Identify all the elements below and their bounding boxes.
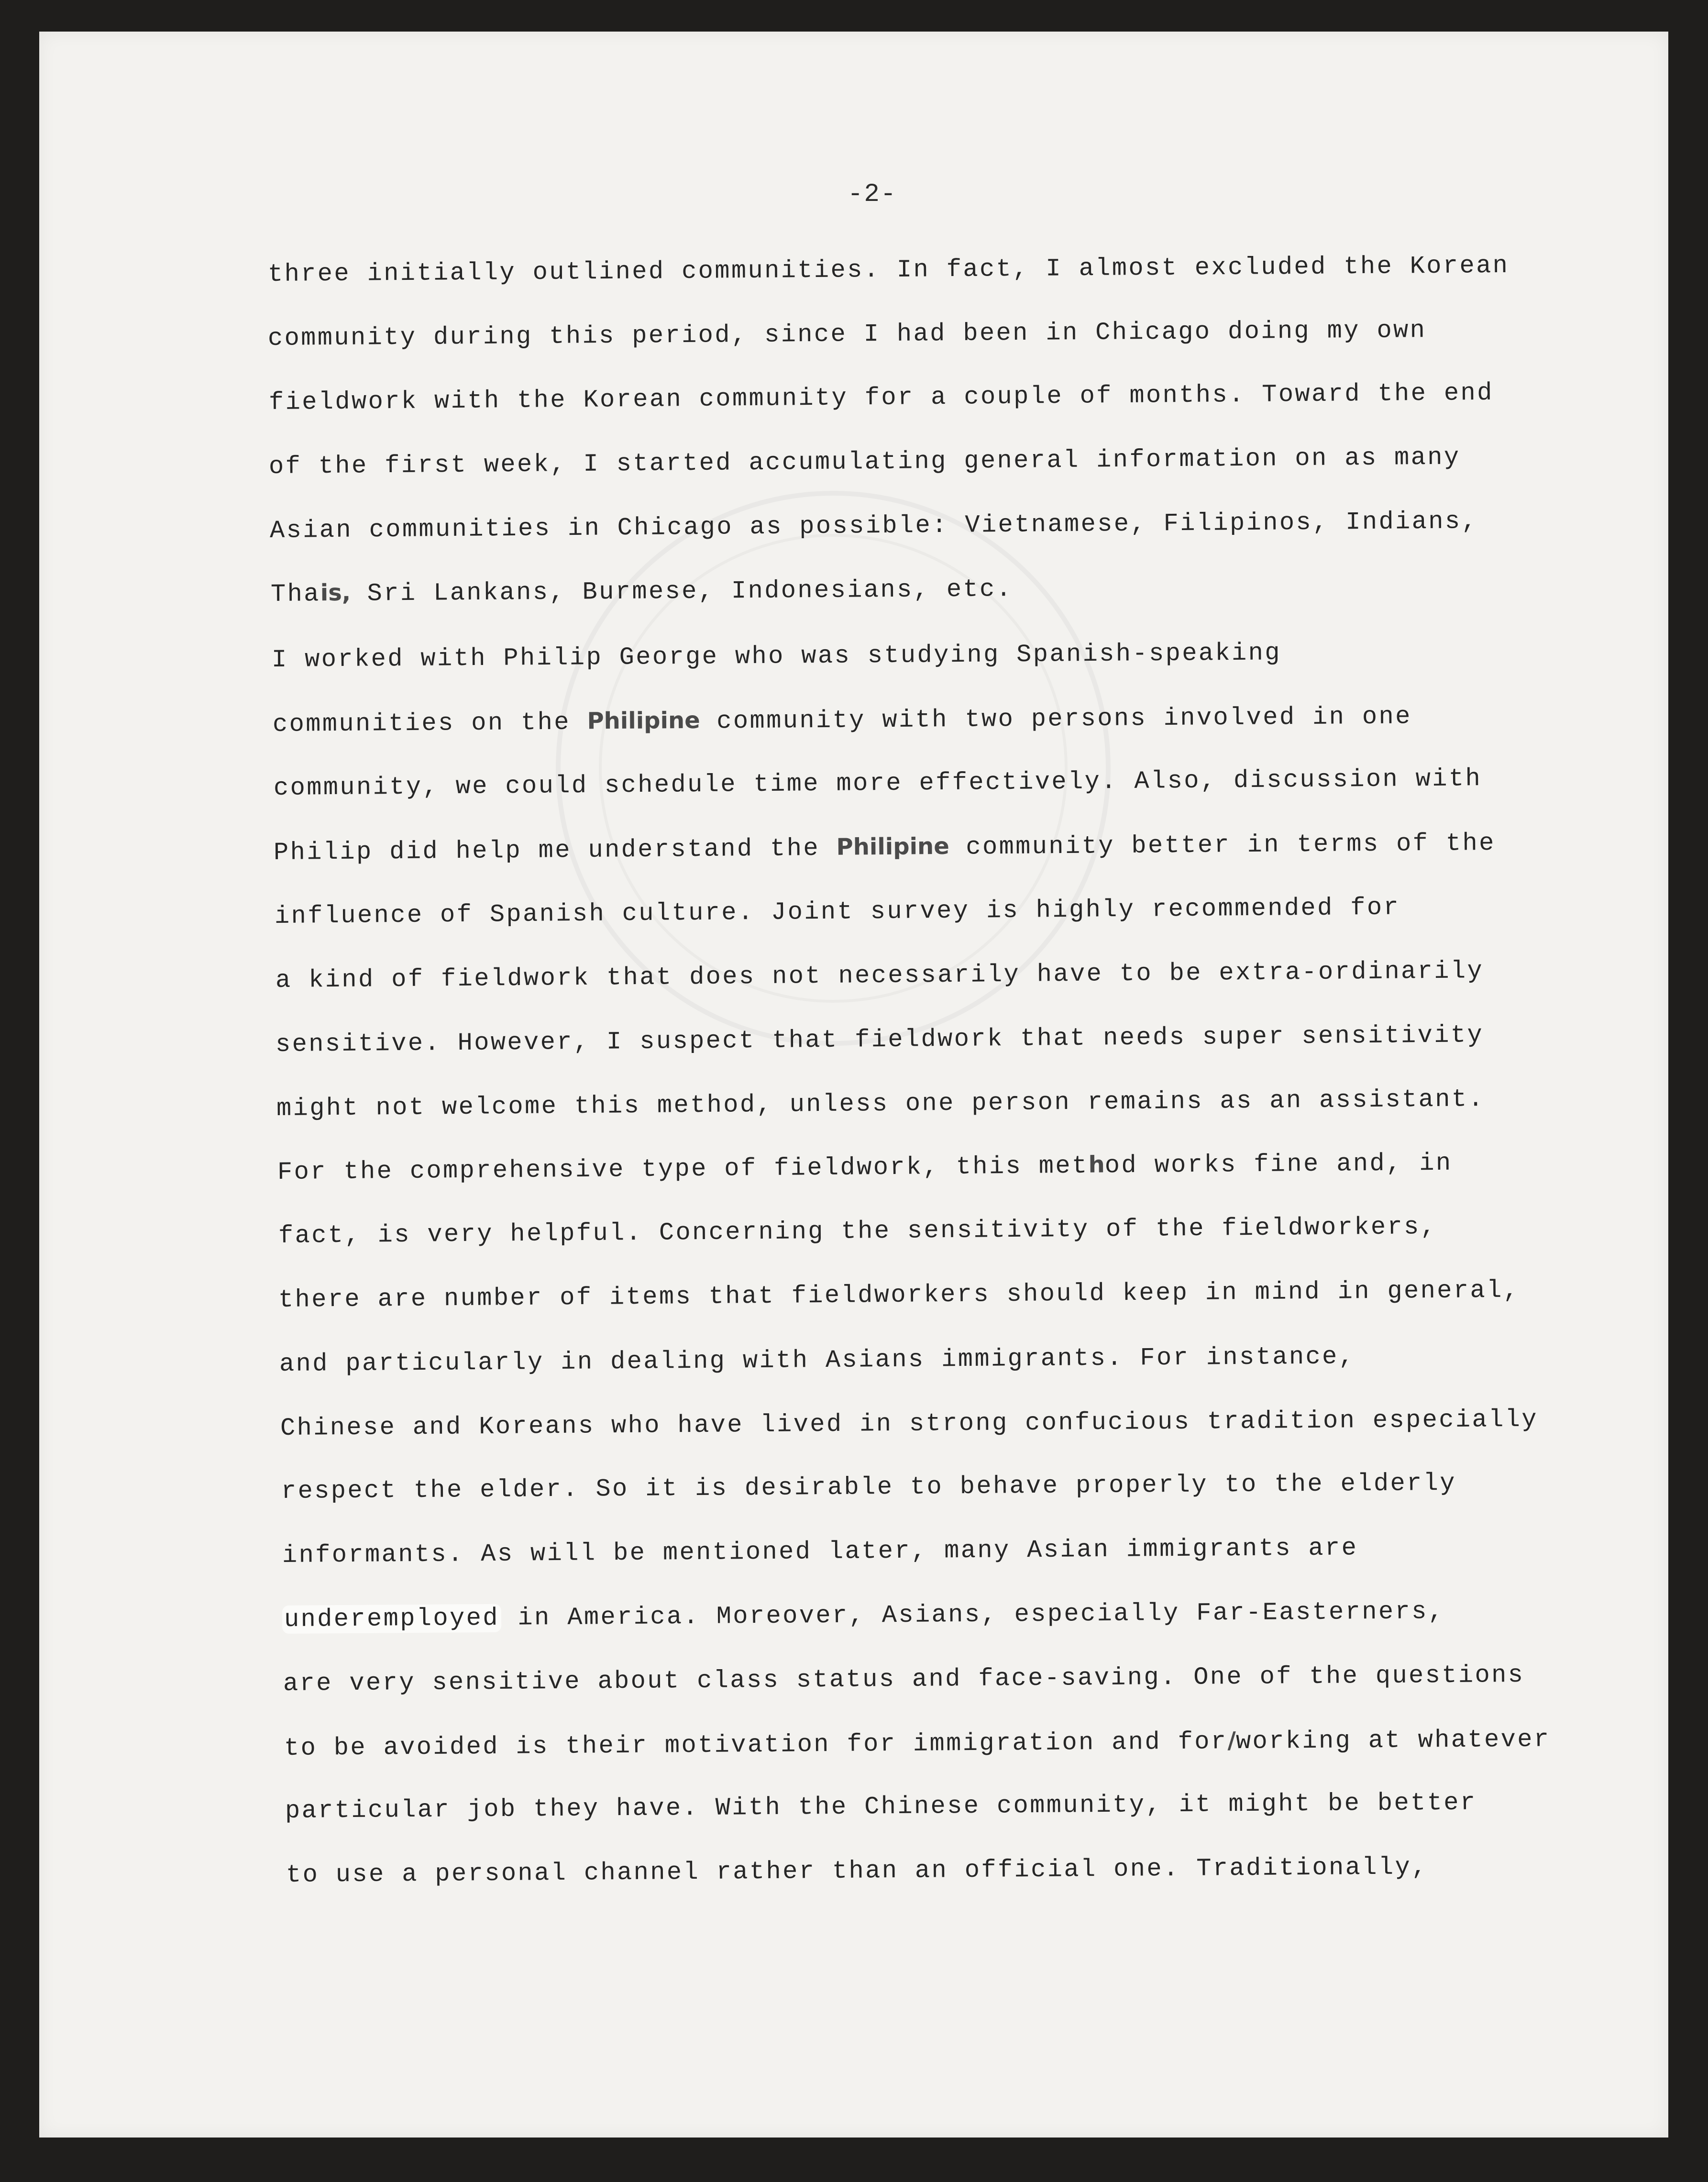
text-line: might not welcome this method, unless one person remains as an assistant. [276,1085,1485,1123]
text-line: are very sensitive about class status and face-saving. One of the questions [283,1661,1525,1698]
line-part: community with two persons involved in one [700,702,1412,736]
text-line: three initially outlined communities. In fact, I almost excluded the Korean [267,251,1510,288]
handwritten-slash-mark: / [1227,1727,1236,1754]
text-line [277,1149,1453,1186]
line-part: to be avoided is their motivation for immigration and for [284,1728,1228,1762]
handwritten-correction: Philipine [587,707,700,735]
text-line [273,702,1412,739]
paragraph-start-line: I worked with Philip George who was studying Spanish-speaking [271,639,1282,674]
text-line: sensitive. However, I suspect that fieldwork that needs super sensitivity [275,1021,1484,1059]
line-part: working at whatever [1235,1725,1551,1756]
text-line [274,829,1496,867]
text-line: there are number of items that fieldworkers should keep in mind in general, [278,1276,1520,1314]
line-part: Sri Lankans, Burmese, Indonesians, etc. [350,575,1013,608]
handwritten-correction: Philipine [836,832,949,861]
text-line [282,1597,1445,1634]
text-line: influence of Spanish culture. Joint survey is highly recommended for [274,893,1400,930]
text-line [284,1725,1551,1762]
text-line: of the first week, I started accumulating general information on as many [268,443,1461,481]
text-line: Chinese and Koreans who have lived in strong confucious tradition especially [280,1405,1539,1442]
line-part: in America. Moreover, Asians, especially Far-Easterners, [501,1597,1445,1632]
handwritten-correction: h [1088,1151,1105,1178]
text-line: informants. As will be mentioned later, many Asian immigrants are [282,1534,1358,1570]
text-line: respect the elder. So it is desirable to behave properly to the elderly [281,1469,1457,1506]
line-part: Tha [270,580,321,609]
text-line: to use a personal channel rather than an official one. Traditionally, [286,1853,1428,1889]
line-part: community better in terms of the [949,829,1496,862]
text-line: and particularly in dealing with Asians immigrants. For instance, [279,1342,1355,1378]
line-part: od works fine and, in [1104,1149,1453,1180]
text-line [271,575,1013,609]
line-part: Philip did help me understand the [273,834,837,867]
text-line: fieldwork with the Korean community for a couple of months. Toward the end [268,378,1494,417]
text-line: a kind of fieldwork that does not necessarily have to be extra-ordinarily [275,957,1484,995]
text-line: fact, is very helpful. Concerning the sensitivity of the fieldworkers, [278,1212,1437,1250]
text-line: community during this period, since I had been in Chicago doing my own [267,316,1427,353]
page-number: -2- [848,180,897,209]
text-line: community, we could schedule time more effectively. Also, discussion with [273,764,1482,802]
line-part: For the comprehensive type of fieldwork, this met [277,1152,1089,1186]
whiteout-correction: underemployed [282,1604,501,1634]
document-page [39,32,1668,2138]
text-line: Asian communities in Chicago as possible: Vietnamese, Filipinos, Indians, [269,507,1478,545]
text-line: particular job they have. With the Chinese community, it might be better [285,1788,1477,1825]
handwritten-correction: is, [320,579,351,607]
line-part: communities on the [272,708,587,739]
